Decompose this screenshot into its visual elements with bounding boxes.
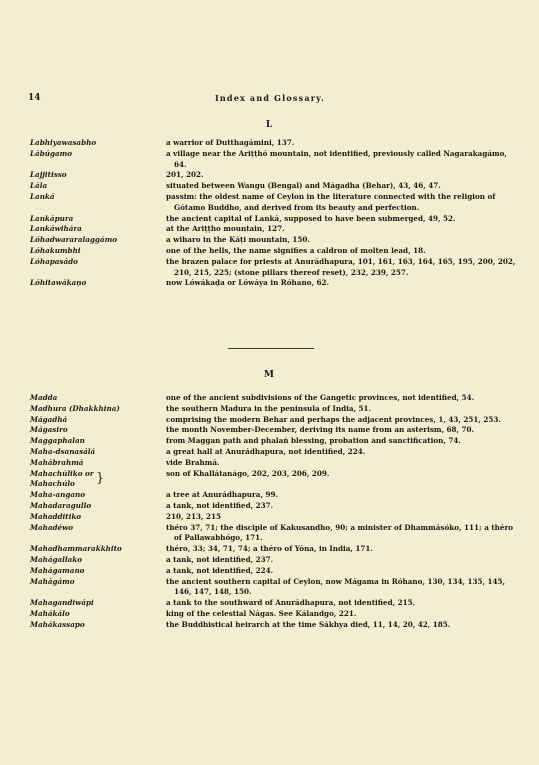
entry-definition: the Buddhistical heirarch at the time Sákhya died, 11, 14, 20, 42, 185. [166,619,451,629]
entry [30,257,520,279]
section-letter-l: L [265,120,274,130]
entry-term: Lóhadwararalaggámo [30,235,117,245]
entry-term: Madhura (Dhakkhina) [30,403,120,413]
entry-term: Lóhapasádo [30,256,78,266]
entry-definition: théro 37, 71; the disciple of Kakusandho, 90; a minister of Dhammásóko, 111; a théro of Pallawabhógo, 171. [166,522,514,543]
entry [30,566,520,577]
entry-definition: a tank, not identified, 224. [166,565,274,575]
entry-term: Mahágamano [30,565,85,575]
entry-definition: king of the celestial Nágas. See Kálandgo, 221. [166,608,357,618]
entry-definition: the ancient southern capital of Ceylon, now Mágama in Róhano, 130, 134, 135, 145, 146, 147, 148, 150. [166,576,505,597]
entry-term: Mahákassapo [30,619,85,629]
entry-definition: vide Brahmá. [166,457,220,467]
entry-definition: a warrior of Dutthagámini, 137. [166,138,295,147]
entry-definition: the month November-December, deriving its name from an asterism, 68, 70. [166,425,474,435]
entry-term-line2: Mahachúlo [30,479,75,489]
entry [30,393,520,404]
entry [30,181,520,192]
entry-term: Lábúgamo [30,148,73,158]
entry-term: Mahadditiko [30,511,82,521]
entry [30,425,520,436]
entry [30,490,520,501]
entry-definition: a wiharo in the Káṭi mountain, 150. [166,235,310,245]
entry-term: Maha-angano [30,490,86,500]
entry [30,192,520,214]
entry-term: Lajjitisso [30,170,67,180]
entry-term: Mahákálo [30,608,70,618]
entry [30,278,520,289]
entry [30,555,520,566]
entry [30,512,520,523]
entry [30,469,520,491]
entry-term [30,469,160,491]
entry-term: Lankáwihára [30,224,82,234]
section-divider [228,348,314,349]
page-header [28,93,512,107]
entry-term: Labhiyawasabho [30,138,97,147]
entry-term-line1: Mahachúliko or [30,468,94,478]
entry-definition: a tank, not identified, 237. [166,554,274,564]
entry-definition: a tank to the southward of Anurádhapura, not identified, 215. [166,598,416,608]
entry [30,404,520,415]
entry [30,224,520,235]
entry-definition: a village near the Ariṭṭhó mountain, not identified, previously called Nagarakagámo, 64. [166,148,507,169]
entry-term: Lanká [30,191,55,201]
entry-term: Lóhitawákaṇo [30,278,87,288]
entry-term: Maha-dsanasálá [30,446,96,456]
entry-definition: passim: the oldest name of Ceylon in the literature connected with the religion of Gótamo Buddho, and derived from its beauty and perfection. [166,191,496,212]
entry-definition: a tank, not identified, 237. [166,500,274,510]
entry-definition: son of Khallátanágo, 202, 203, 206, 209. [166,468,330,478]
brace: } [96,470,105,486]
entry [30,501,520,512]
entry-definition: situated between Wangu (Bengal) and Mágadha (Behar), 43, 46, 47. [166,181,441,191]
entry-definition: at the Ariṭṭho mountain, 127. [166,224,285,234]
entry-definition: one of the ancient subdivisions of the Gangetic provinces, not identified, 54. [166,393,475,402]
entry [30,246,520,257]
entry [30,577,520,599]
entry [30,436,520,447]
section-l-entries [30,138,520,289]
entry-term: Mahágallako [30,554,83,564]
entry [30,415,520,426]
entry-definition: 210, 213, 215 [166,511,222,521]
entry-definition: comprising the modern Behar and perhaps the adjacent provinces, 1, 43, 251, 253. [166,414,501,424]
entry-term: Mahadéwo [30,522,74,532]
entry [30,620,520,631]
entry-term: Madda [30,393,58,402]
section-letter-m: M [264,370,275,380]
entry-term: Lankápura [30,213,74,223]
entry [30,458,520,469]
entry-definition: now Lówákaḍa or Lówáya in Róhano, 62. [166,278,329,288]
entry [30,138,520,149]
entry-definition: the brazen palace for priests at Anurádhapura, 101, 161, 163, 164, 165, 195, 200, 202, 210, 215, 225; (stone pillars thereof reset), 232, 239, 257. [166,256,516,277]
entry [30,447,520,458]
entry [30,214,520,225]
entry [30,609,520,620]
entry [30,235,520,246]
section-m-entries [30,393,520,631]
entry [30,149,520,171]
entry-definition: a tree at Anurádhapura, 99. [166,490,278,500]
entry-definition: the southern Madura in the peninsula of India, 51. [166,403,372,413]
entry-definition: 201, 202. [166,170,204,180]
entry-term: Mahadhammarakkhito [30,544,122,554]
entry-term: Mahábrahmá [30,457,84,467]
entry-term: Mahagandiwápi [30,598,94,608]
page-number: 14 [28,93,41,103]
entry-term: Maggaphalan [30,436,85,446]
entry-definition: the ancient capital of Lanká, supposed to have been submerged, 49, 52. [166,213,456,223]
entry-term: Mágadhá [30,414,68,424]
entry-definition: théro, 33; 34, 71, 74; a théro of Yóna, in India, 171. [166,544,373,554]
entry-term: Mahadaragullo [30,500,92,510]
entry-definition: one of the hells, the name signifies a caldron of molten lead, 18. [166,245,426,255]
entry-term: Lála [30,181,48,191]
entry-definition: from Maggan path and phalań blessing, probation and sanctification, 74. [166,436,461,446]
entry [30,598,520,609]
entry-term: Lóhakumbhi [30,245,81,255]
running-title: Index and Glossary. [214,93,326,103]
entry-definition: a great hall at Anurádhapura, not identified, 224. [166,446,366,456]
entry-term: Mágasiro [30,425,68,435]
entry [30,544,520,555]
entry-term: Mahágámo [30,576,75,586]
entry [30,523,520,545]
entry [30,170,520,181]
